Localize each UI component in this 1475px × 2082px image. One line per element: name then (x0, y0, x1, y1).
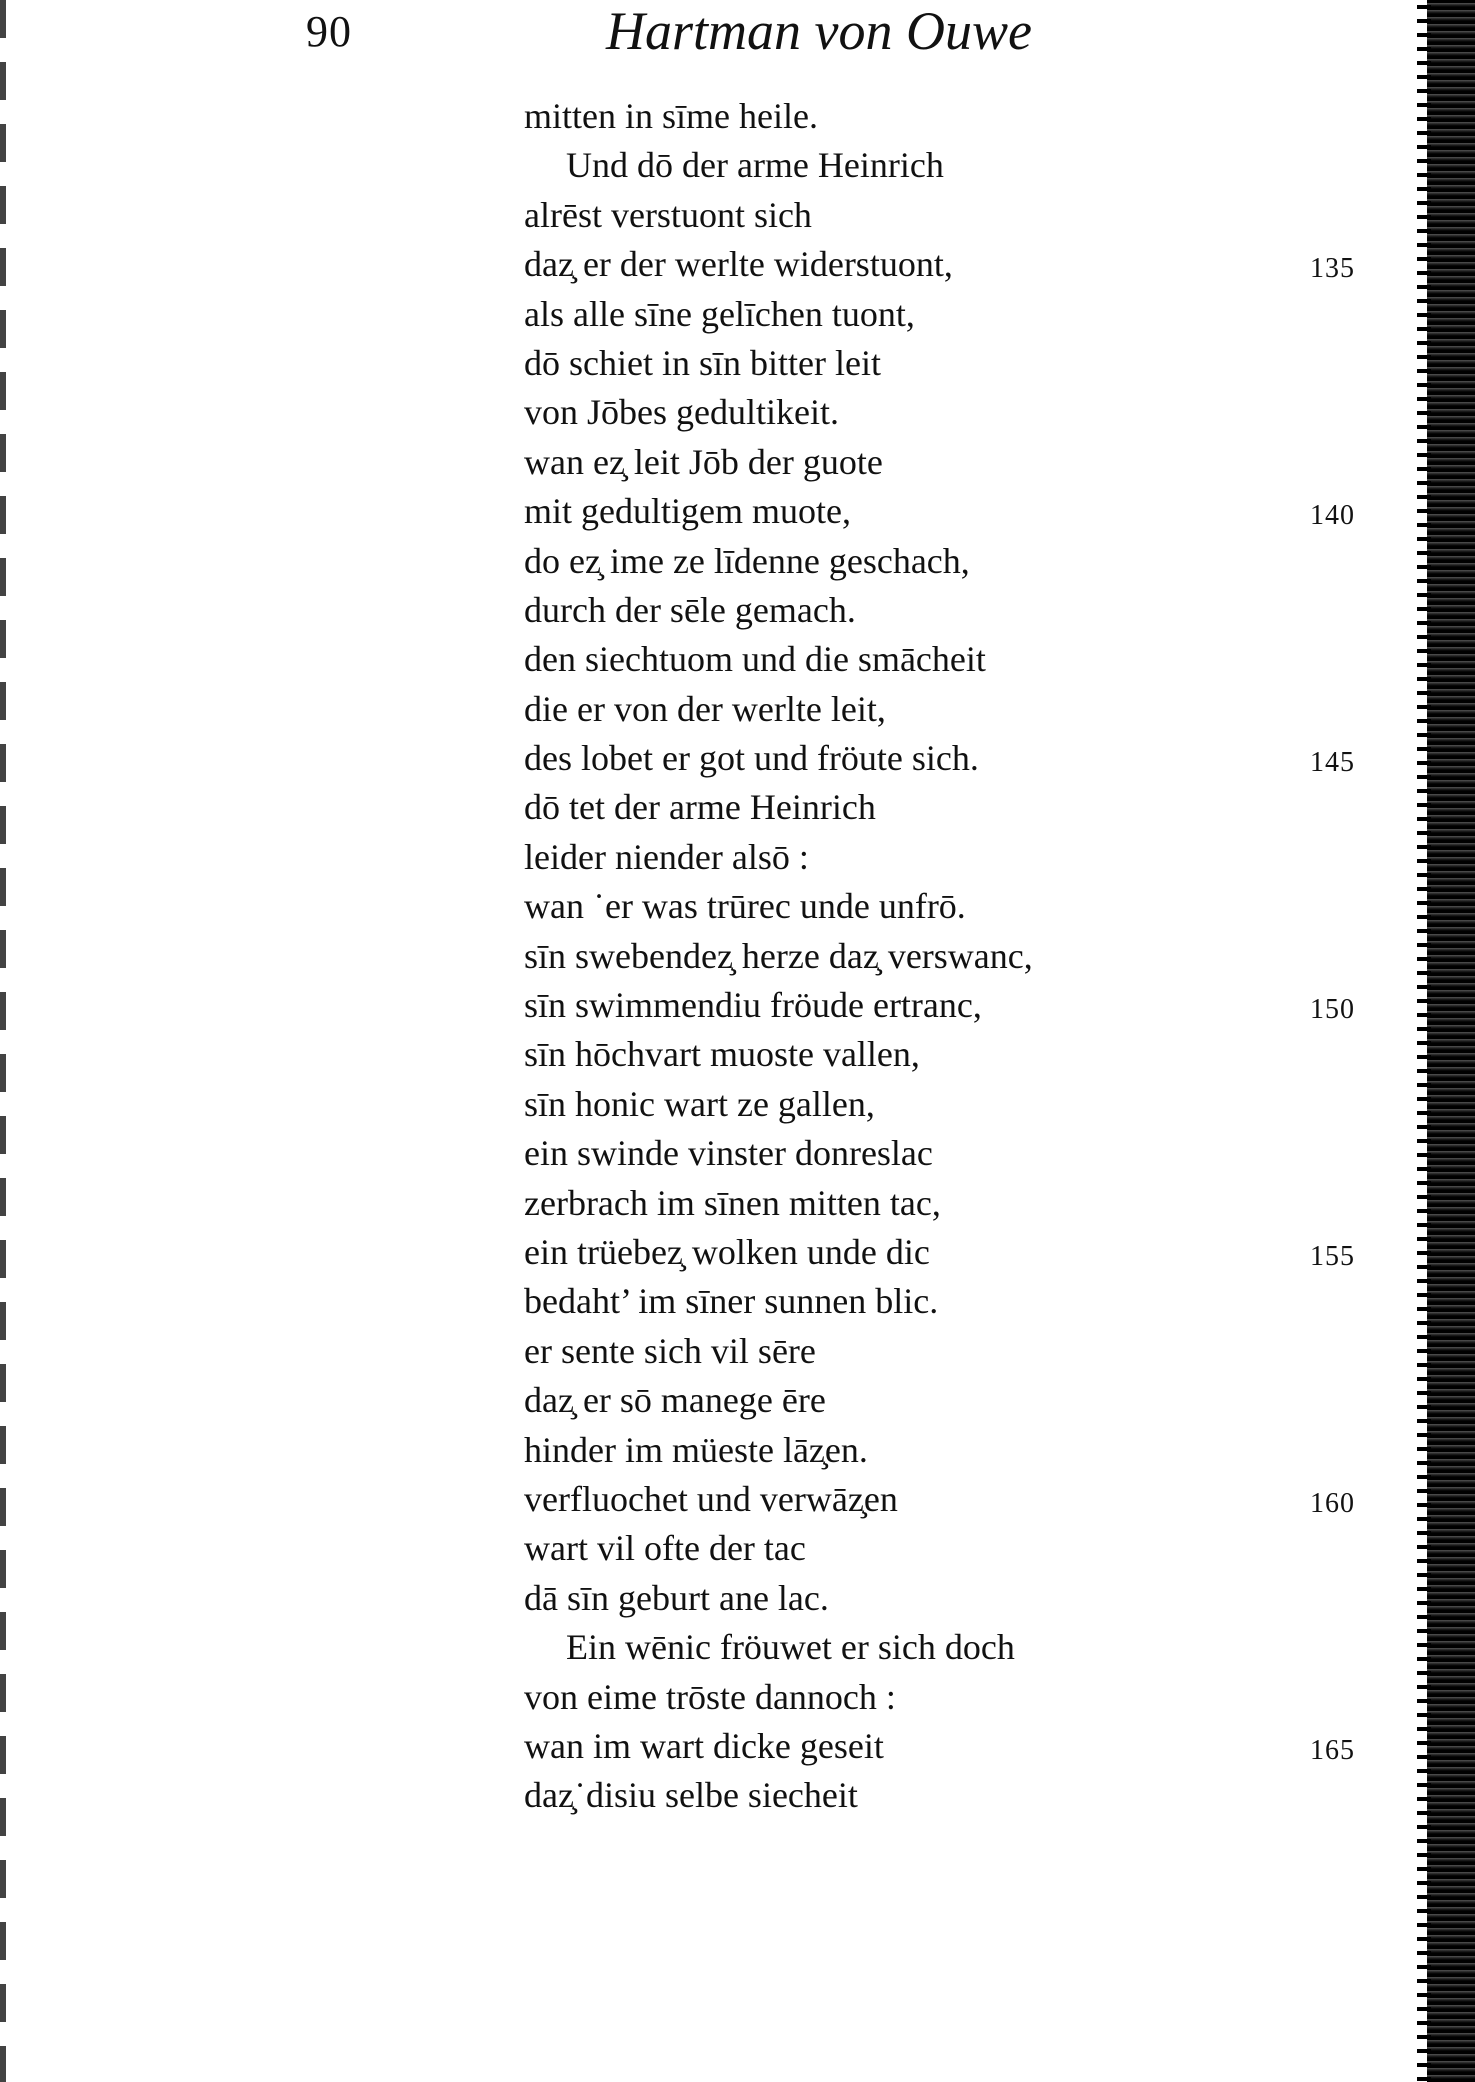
verse-line (524, 833, 1404, 882)
verse-line (524, 487, 1404, 536)
verse-line (524, 290, 1404, 339)
verse-line-text: zerbrach im sīnen mitten tac, (524, 1182, 941, 1223)
verse-line-text: von Jōbes gedultikeit. (524, 392, 839, 433)
verse-line-text: sīn swebendez̧ herze daz̧ verswanc, (524, 935, 1033, 976)
line-number: 140 (1310, 500, 1355, 532)
verse-line-text: Ein wēnic fröuwet er sich doch (566, 1627, 1015, 1668)
line-number: 145 (1310, 747, 1355, 779)
verse-line (524, 1623, 1404, 1672)
verse-line (524, 1673, 1404, 1722)
verse-line (524, 1327, 1404, 1376)
verse-line-text: ein swinde vinster donreslac (524, 1133, 933, 1174)
verse-line-text: ein trüebez̧ wolken unde dic (524, 1231, 930, 1272)
line-number: 155 (1310, 1240, 1355, 1272)
verse-line (524, 1722, 1404, 1771)
running-title: Hartman von Ouwe (606, 1, 1032, 61)
verse-line (524, 1771, 1404, 1820)
verse-line-text: dō tet der arme Heinrich (524, 787, 876, 828)
page-number: 90 (306, 7, 352, 56)
verse-line-text: dā sīn geburt ane lac. (524, 1577, 829, 1618)
verse-line-text: sīn honic wart ze gallen, (524, 1083, 875, 1124)
verse-line-text: sīn swimmendiu fröude ertranc, (524, 985, 982, 1026)
scan-right-edge (1427, 0, 1475, 2082)
verse-line (524, 882, 1404, 931)
line-number: 150 (1310, 994, 1355, 1026)
verse-line (524, 635, 1404, 684)
verse-line-text: sīn hōchvart muoste vallen, (524, 1034, 920, 1075)
verse-line-text: alrēst verstuont sich (524, 194, 812, 235)
verse-line-text: durch der sēle gemach. (524, 589, 856, 630)
verse-line (524, 1426, 1404, 1475)
verse-line-text: mitten in sīme heile. (524, 96, 818, 136)
verse-line-text: bedaht’ im sīner sunnen blic. (524, 1281, 939, 1322)
verse-line (524, 537, 1404, 586)
verse-line-text: wan im wart dicke geseit (524, 1725, 884, 1766)
verse-line-text: Und dō der arme Heinrich (566, 145, 944, 186)
verse-line (524, 1129, 1404, 1178)
verse-line-text: wan ez̧ leit Jōb der guote (524, 441, 883, 482)
verse-line (524, 586, 1404, 635)
verse-line-text: daz̧˙disiu selbe siecheit (524, 1775, 858, 1816)
verse-line-text: leider niender alsō : (524, 836, 809, 877)
verse-line (524, 339, 1404, 388)
scan-left-edge (0, 0, 6, 2082)
verse-line (524, 932, 1404, 981)
verse-line-text: mit gedultigem muote, (524, 491, 851, 532)
verse-line-text: daz̧ er sō manege ēre (524, 1380, 826, 1421)
verse-line-text: verfluochet und verwāz̧en (524, 1478, 898, 1519)
verse-line (524, 1524, 1404, 1573)
verse-line-text: er sente sich vil sēre (524, 1330, 816, 1371)
verse-line (524, 1179, 1404, 1228)
verse-line (524, 1030, 1404, 1079)
verse-line-text: daz̧ er der werlte widerstuont, (524, 244, 953, 285)
verse-line (524, 240, 1404, 289)
line-number: 165 (1310, 1734, 1355, 1766)
verse-line-text: den siechtuom und die smācheit (524, 639, 986, 680)
verse-line (524, 141, 1404, 190)
verse-line (524, 1574, 1404, 1623)
verse-line (524, 734, 1404, 783)
verse-block (524, 92, 1404, 1821)
verse-line (524, 388, 1404, 437)
verse-line (524, 1228, 1404, 1277)
verse-line (524, 191, 1404, 240)
verse-line (524, 438, 1404, 487)
verse-line-text: wan ˙er was trūrec unde unfrō. (524, 886, 966, 927)
verse-line (524, 1475, 1404, 1524)
verse-line-text: wart vil ofte der tac (524, 1528, 806, 1569)
verse-line (524, 1080, 1404, 1129)
line-number: 135 (1310, 253, 1355, 285)
verse-line (524, 92, 1404, 141)
verse-line-text: als alle sīne gelīchen tuont, (524, 293, 915, 334)
line-number: 160 (1310, 1487, 1355, 1519)
verse-line-text: des lobet er got und fröute sich. (524, 738, 979, 779)
verse-line-text: dō schiet in sīn bitter leit (524, 342, 881, 383)
verse-line-text: von eime trōste dannoch : (524, 1676, 896, 1717)
verse-line (524, 783, 1404, 832)
verse-line-text: hinder im müeste lāz̧en. (524, 1429, 868, 1470)
verse-line-text: die er von der werlte leit, (524, 688, 886, 729)
verse-line (524, 685, 1404, 734)
verse-line (524, 1277, 1404, 1326)
verse-line (524, 981, 1404, 1030)
verse-line-text: do ez̧ ime ze līdenne geschach, (524, 540, 970, 581)
verse-line (524, 1376, 1404, 1425)
